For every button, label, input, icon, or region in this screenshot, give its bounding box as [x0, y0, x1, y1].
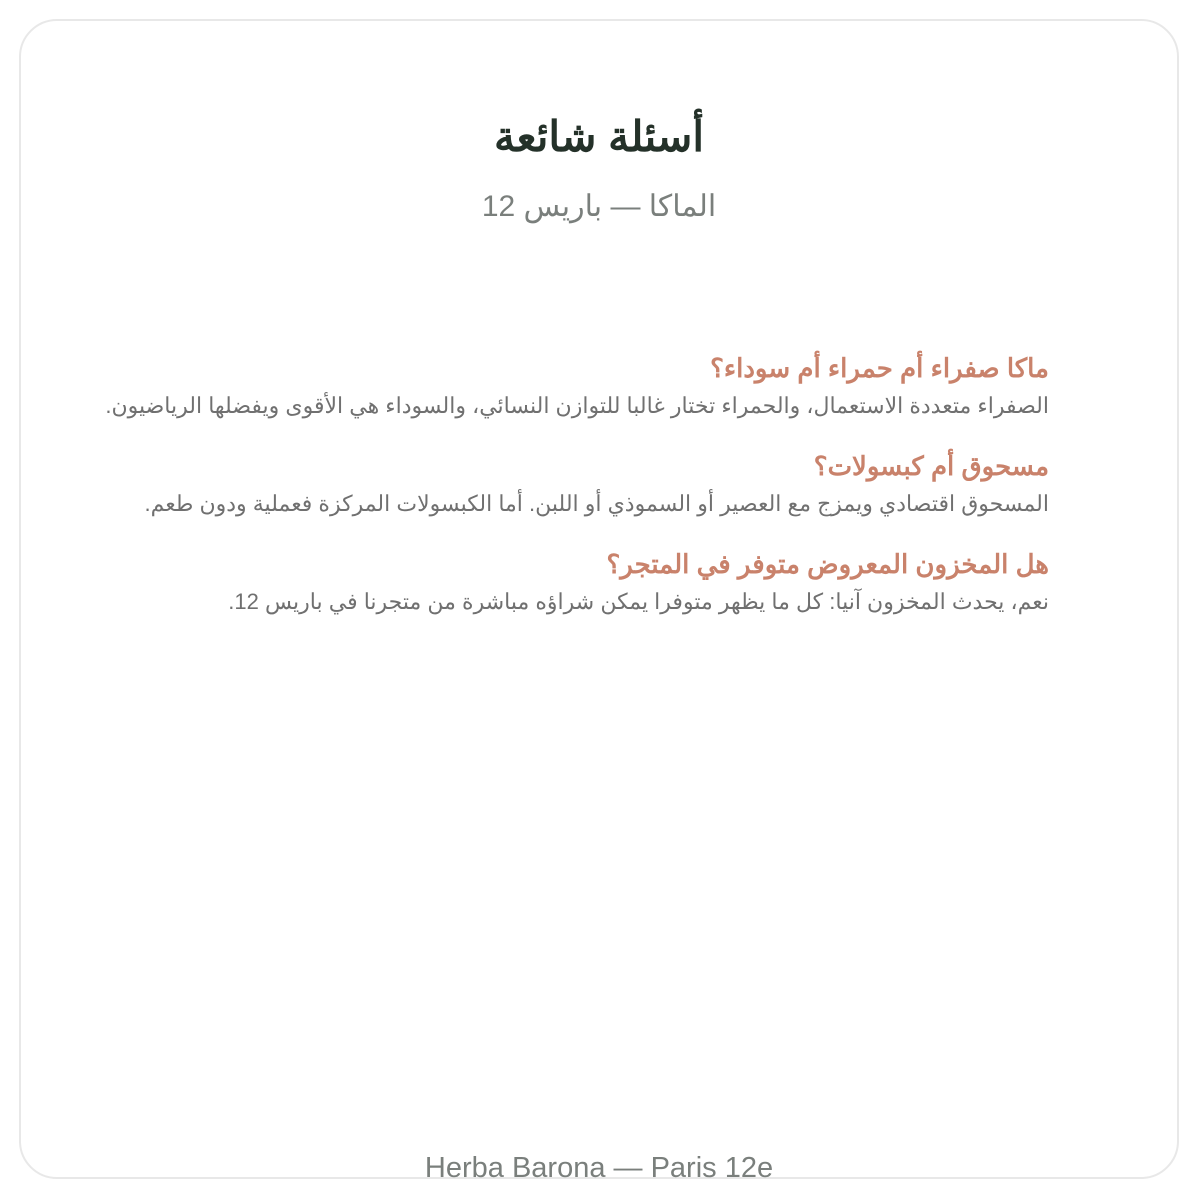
faq-question: مسحوق أم كبسولات؟ [813, 451, 1049, 481]
faq-list [49, 351, 1049, 645]
faq-answer: الصفراء متعددة الاستعمال، والحمراء تختار غالبا للتوازن النسائي، والسوداء هي الأقوى ويفضلها الرياضيون. [105, 393, 1049, 418]
faq-answer: المسحوق اقتصادي ويمزج مع العصير أو السموذي أو اللبن. أما الكبسولات المركزة فعملية ودون طعم. [144, 491, 1049, 516]
faq-question: ماكا صفراء أم حمراء أم سوداء؟ [710, 353, 1049, 383]
faq-question: هل المخزون المعروض متوفر في المتجر؟ [606, 549, 1049, 579]
faq-answer: نعم، يحدث المخزون آنيا: كل ما يظهر متوفرا يمكن شراؤه مباشرة من متجرنا في باريس 12. [228, 589, 1049, 614]
faq-card [19, 19, 1179, 1184]
page-subtitle: الماكا — باريس 12 [481, 190, 717, 223]
page-title: أسئلة شائعة [493, 113, 705, 160]
faq-item-powder-capsules [49, 449, 1049, 519]
footer-brand: Herba Barona — Paris 12e [424, 1152, 774, 1184]
faq-item-stock [49, 547, 1049, 617]
faq-item-yellow-red-black [49, 351, 1049, 421]
